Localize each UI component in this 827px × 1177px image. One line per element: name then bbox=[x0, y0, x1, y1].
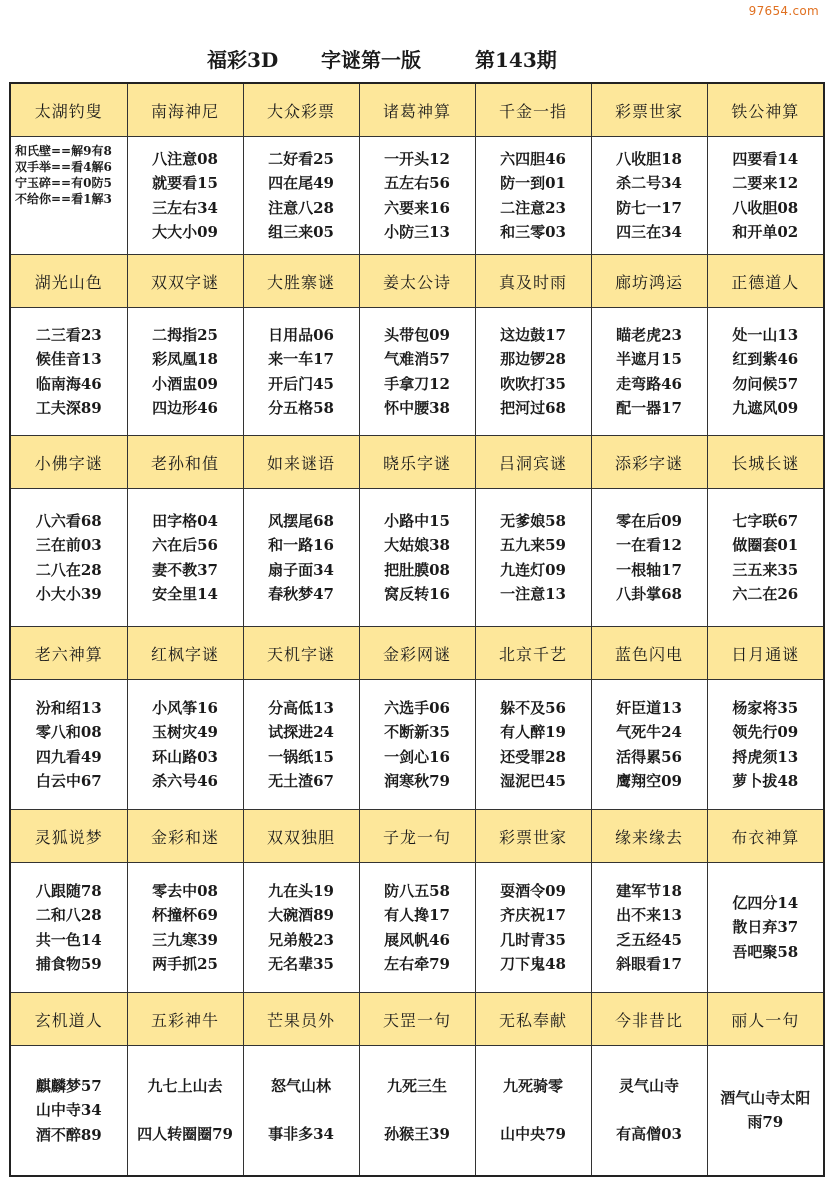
riddle-line: 候佳音13 bbox=[35, 350, 102, 368]
riddle-line: 零在后09 bbox=[616, 511, 682, 530]
riddle-line: 山中央79 bbox=[500, 1125, 566, 1144]
source-header: 双双独胆 bbox=[243, 810, 359, 863]
source-header: 真及时雨 bbox=[475, 255, 591, 308]
riddle-cell bbox=[243, 308, 359, 436]
riddle-line: 有人醉19 bbox=[500, 723, 566, 741]
riddle-cell bbox=[475, 137, 591, 255]
riddle-line: 和三零03 bbox=[500, 223, 566, 241]
riddle-cell bbox=[707, 489, 824, 627]
riddle-line: 手拿刀12 bbox=[384, 374, 450, 393]
riddle-line: 九七上山去 bbox=[147, 1076, 223, 1095]
riddle-line: 六在后56 bbox=[152, 536, 218, 554]
source-header: 灵狐说梦 bbox=[10, 810, 127, 863]
riddle-cell bbox=[359, 137, 475, 255]
source-header: 缘来缘去 bbox=[591, 810, 707, 863]
header-row bbox=[10, 255, 824, 308]
riddle-line: 风摆尾68 bbox=[268, 511, 334, 530]
source-header: 日月通谜 bbox=[707, 627, 824, 680]
riddle-cell bbox=[475, 863, 591, 993]
riddle-line: 杨家将35 bbox=[732, 698, 799, 717]
riddle-line: 几时青35 bbox=[500, 930, 566, 949]
source-header: 天罡一句 bbox=[359, 993, 475, 1046]
riddle-line: 吹吹打35 bbox=[500, 374, 566, 393]
source-header: 正德道人 bbox=[707, 255, 824, 308]
riddle-line: 六二在26 bbox=[732, 585, 799, 603]
site-watermark: 97654.com bbox=[748, 4, 819, 18]
riddle-line: 八收胆08 bbox=[732, 198, 799, 217]
riddle-line: 四九看49 bbox=[35, 747, 102, 766]
riddle-cell bbox=[359, 308, 475, 436]
riddle-line: 这边鼓17 bbox=[500, 325, 566, 344]
riddle-line: 无爹娘58 bbox=[500, 511, 566, 530]
riddle-line: 八六看68 bbox=[35, 511, 102, 530]
riddle-line: 小大小39 bbox=[35, 585, 102, 603]
riddle-line: 有人搀17 bbox=[384, 906, 450, 924]
riddle-line: 杀六号46 bbox=[152, 772, 218, 790]
riddle-line: 怀中腰38 bbox=[384, 399, 450, 417]
riddle-line: 活得累56 bbox=[616, 747, 682, 766]
riddle-line: 乏五经45 bbox=[616, 930, 682, 949]
riddle-line: 试探进24 bbox=[268, 723, 334, 741]
riddle-line: 灵气山寺 bbox=[618, 1076, 679, 1095]
riddle-cell bbox=[475, 489, 591, 627]
title-brand: 福彩3D bbox=[207, 48, 279, 72]
header-row bbox=[10, 436, 824, 489]
riddle-cell bbox=[359, 1046, 475, 1176]
riddle-line: 做圈套01 bbox=[732, 536, 799, 554]
riddle-cell bbox=[243, 489, 359, 627]
source-header: 丽人一句 bbox=[707, 993, 824, 1046]
riddle-line: 八注意08 bbox=[152, 149, 218, 168]
riddle-cell bbox=[127, 863, 243, 993]
source-header: 北京千艺 bbox=[475, 627, 591, 680]
riddle-line: 吾吧聚58 bbox=[732, 942, 799, 961]
riddle-line: 白云中67 bbox=[35, 772, 102, 790]
riddle-line: 和氏壁==解9有8 bbox=[15, 144, 112, 158]
riddle-line: 不断新35 bbox=[384, 723, 450, 741]
source-header: 老孙和值 bbox=[127, 436, 243, 489]
riddle-line: 耍酒令09 bbox=[500, 881, 566, 900]
source-header: 蓝色闪电 bbox=[591, 627, 707, 680]
riddle-line: 出不来13 bbox=[616, 906, 682, 924]
riddle-line: 八卦掌68 bbox=[616, 585, 682, 603]
riddle-line: 七字联67 bbox=[732, 511, 799, 530]
riddle-cell bbox=[243, 1046, 359, 1176]
riddle-line: 把河过68 bbox=[500, 399, 566, 417]
riddle-line: 四边形46 bbox=[152, 399, 218, 417]
riddle-cell bbox=[10, 1046, 127, 1176]
riddle-line: 九死骑零 bbox=[502, 1076, 563, 1095]
riddle-cell bbox=[591, 308, 707, 436]
riddle-line: 五左右56 bbox=[384, 174, 450, 192]
riddle-cell bbox=[475, 1046, 591, 1176]
riddle-line: 零去中08 bbox=[152, 881, 218, 900]
riddle-line: 四在尾49 bbox=[268, 174, 334, 192]
riddle-cell bbox=[359, 489, 475, 627]
riddle-line: 注意八28 bbox=[268, 198, 334, 217]
riddle-line: 二和八28 bbox=[35, 906, 102, 924]
source-header: 添彩字谜 bbox=[591, 436, 707, 489]
riddle-line: 红到紫46 bbox=[732, 350, 799, 368]
riddle-line: 宁玉碎==有0防5 bbox=[15, 176, 112, 190]
riddle-line: 走弯路46 bbox=[616, 374, 682, 393]
riddle-line: 兄弟般23 bbox=[268, 930, 334, 949]
riddle-cell bbox=[10, 308, 127, 436]
riddle-line: 躲不及56 bbox=[500, 698, 566, 717]
riddle-line: 酒气山寺太阳 bbox=[720, 1088, 811, 1107]
riddle-line: 分五格58 bbox=[268, 399, 334, 417]
riddle-line: 捕食物59 bbox=[35, 955, 102, 973]
riddle-line: 建军节18 bbox=[616, 881, 682, 900]
riddle-line: 彩凤凰18 bbox=[152, 350, 218, 368]
riddle-line: 杯撞杯69 bbox=[152, 906, 218, 924]
riddle-line: 还受罪28 bbox=[500, 747, 566, 766]
riddle-line: 那边锣28 bbox=[500, 350, 566, 368]
riddle-cell bbox=[707, 137, 824, 255]
riddle-line: 山中寺34 bbox=[35, 1101, 102, 1119]
riddle-line: 散日弃37 bbox=[732, 918, 799, 937]
riddle-cell bbox=[591, 489, 707, 627]
riddle-row bbox=[10, 680, 824, 810]
riddle-line: 来一车17 bbox=[268, 350, 334, 368]
riddle-line: 六要来16 bbox=[384, 198, 450, 217]
header-row bbox=[10, 810, 824, 863]
source-header: 千金一指 bbox=[475, 83, 591, 137]
riddle-line: 八收胆18 bbox=[616, 149, 682, 168]
riddle-line: 防七一17 bbox=[616, 198, 682, 217]
riddle-cell bbox=[127, 308, 243, 436]
riddle-line: 四三在34 bbox=[616, 223, 682, 241]
source-header: 诸葛神算 bbox=[359, 83, 475, 137]
riddle-line: 处一山13 bbox=[732, 325, 799, 344]
riddle-row bbox=[10, 308, 824, 436]
riddle-cell bbox=[591, 680, 707, 810]
riddle-cell bbox=[127, 137, 243, 255]
riddle-line: 捋虎须13 bbox=[732, 747, 799, 766]
source-header: 铁公神算 bbox=[707, 83, 824, 137]
source-header: 无私奉献 bbox=[475, 993, 591, 1046]
riddle-line: 三在前03 bbox=[35, 536, 102, 554]
riddle-row bbox=[10, 863, 824, 993]
riddle-line: 四人转圈圈79 bbox=[137, 1125, 233, 1144]
riddle-line: 二注意23 bbox=[500, 198, 566, 217]
riddle-cell bbox=[591, 137, 707, 255]
title-name: 字谜第一版 bbox=[321, 48, 421, 72]
riddle-line: 开后门45 bbox=[268, 374, 334, 393]
riddle-line: 环山路03 bbox=[152, 747, 218, 766]
riddle-line: 三五来35 bbox=[732, 560, 799, 579]
source-header: 老六神算 bbox=[10, 627, 127, 680]
source-header: 天机字谜 bbox=[243, 627, 359, 680]
riddle-line: 工夫深89 bbox=[35, 399, 102, 417]
riddle-line: 二三看23 bbox=[35, 325, 102, 344]
riddle-row bbox=[10, 137, 824, 255]
riddle-line: 扇子面34 bbox=[268, 560, 334, 579]
source-header: 双双字谜 bbox=[127, 255, 243, 308]
header-row bbox=[10, 83, 824, 137]
header-row bbox=[10, 993, 824, 1046]
riddle-cell bbox=[707, 863, 824, 993]
riddle-line: 小酒盅09 bbox=[152, 374, 218, 393]
riddle-line: 大碗酒89 bbox=[268, 906, 334, 924]
riddle-line: 组三来05 bbox=[268, 223, 334, 241]
riddle-line: 气难消57 bbox=[384, 350, 450, 368]
riddle-line: 领先行09 bbox=[732, 723, 799, 741]
riddle-line: 不给你==看1解3 bbox=[15, 192, 112, 206]
source-header: 五彩神牛 bbox=[127, 993, 243, 1046]
riddle-line: 八跟随78 bbox=[35, 881, 102, 900]
riddle-line: 雨79 bbox=[747, 1113, 784, 1132]
riddle-line: 春秋梦47 bbox=[268, 585, 334, 603]
riddle-cell bbox=[243, 137, 359, 255]
source-header: 今非昔比 bbox=[591, 993, 707, 1046]
riddle-line: 配一器17 bbox=[616, 399, 682, 417]
source-header: 玄机道人 bbox=[10, 993, 127, 1046]
riddle-line: 妻不教37 bbox=[152, 560, 218, 579]
riddle-line: 大大小09 bbox=[152, 223, 218, 241]
source-header: 姜太公诗 bbox=[359, 255, 475, 308]
riddle-cell bbox=[243, 863, 359, 993]
riddle-line: 四要看14 bbox=[732, 149, 799, 168]
riddle-cell bbox=[10, 863, 127, 993]
riddle-line: 左右牵79 bbox=[384, 955, 450, 973]
source-header: 子龙一句 bbox=[359, 810, 475, 863]
riddle-line: 零八和08 bbox=[35, 723, 102, 741]
riddle-cell bbox=[10, 137, 127, 255]
riddle-line: 二好看25 bbox=[268, 149, 334, 168]
riddle-line: 就要看15 bbox=[152, 174, 218, 192]
riddle-row bbox=[10, 489, 824, 627]
riddle-line: 亿四分14 bbox=[732, 893, 799, 912]
riddle-line: 和一路16 bbox=[268, 536, 334, 554]
riddle-line: 小防三13 bbox=[384, 223, 450, 241]
riddle-line: 二拇指25 bbox=[152, 325, 218, 344]
source-header: 彩票世家 bbox=[475, 810, 591, 863]
riddle-cell bbox=[359, 863, 475, 993]
riddle-row bbox=[10, 1046, 824, 1176]
riddle-line: 九死三生 bbox=[386, 1076, 447, 1095]
source-header: 金彩网谜 bbox=[359, 627, 475, 680]
riddle-cell bbox=[127, 489, 243, 627]
riddle-cell bbox=[591, 863, 707, 993]
riddle-cell bbox=[591, 1046, 707, 1176]
source-header: 金彩和迷 bbox=[127, 810, 243, 863]
riddle-line: 无土渣67 bbox=[268, 772, 334, 790]
riddle-cell bbox=[127, 680, 243, 810]
riddle-line: 一根轴17 bbox=[616, 560, 682, 579]
riddle-cell bbox=[10, 680, 127, 810]
riddle-line: 头带包09 bbox=[384, 325, 450, 344]
source-header: 芒果员外 bbox=[243, 993, 359, 1046]
riddle-line: 一剑心16 bbox=[384, 747, 450, 766]
source-header: 廊坊鸿运 bbox=[591, 255, 707, 308]
source-header: 长城长谜 bbox=[707, 436, 824, 489]
riddle-line: 九连灯09 bbox=[500, 560, 566, 579]
riddle-line: 窝反转16 bbox=[384, 585, 450, 603]
title-issue: 第143期 bbox=[475, 48, 557, 72]
header-row bbox=[10, 627, 824, 680]
riddle-cell bbox=[475, 308, 591, 436]
riddle-line: 玉树灾49 bbox=[152, 723, 218, 741]
riddle-cell bbox=[127, 1046, 243, 1176]
source-header: 晓乐字谜 bbox=[359, 436, 475, 489]
riddle-line: 事非多34 bbox=[268, 1125, 334, 1144]
source-header: 南海神尼 bbox=[127, 83, 243, 137]
riddle-line: 九遮风09 bbox=[732, 399, 799, 417]
riddle-line: 安全里14 bbox=[152, 585, 218, 603]
riddle-line: 二要来12 bbox=[732, 174, 799, 192]
riddle-line: 把肚膜08 bbox=[384, 560, 450, 579]
riddle-line: 小路中15 bbox=[384, 511, 450, 530]
riddle-line: 一锅纸15 bbox=[268, 747, 334, 766]
riddle-cell bbox=[707, 680, 824, 810]
riddle-line: 小风筝16 bbox=[152, 698, 218, 717]
riddle-line: 杀二号34 bbox=[616, 174, 682, 192]
riddle-line: 二八在28 bbox=[35, 560, 102, 579]
riddle-cell bbox=[10, 489, 127, 627]
riddle-line: 刀下鬼48 bbox=[500, 955, 566, 973]
riddle-line: 怒气山林 bbox=[270, 1076, 331, 1095]
riddle-line: 日用品06 bbox=[268, 325, 334, 344]
riddle-line: 一注意13 bbox=[500, 585, 566, 603]
riddle-line: 湿泥巴45 bbox=[500, 772, 566, 790]
riddle-line: 瞄老虎23 bbox=[616, 325, 682, 344]
riddle-cell bbox=[243, 680, 359, 810]
riddle-line: 防一到01 bbox=[500, 174, 566, 192]
riddle-line: 分高低13 bbox=[268, 698, 334, 717]
riddle-line: 三左右34 bbox=[152, 198, 218, 217]
riddle-cell bbox=[475, 680, 591, 810]
riddle-line: 六四胆46 bbox=[500, 149, 566, 168]
riddle-line: 孙猴王39 bbox=[384, 1125, 450, 1144]
riddle-line: 勿问候57 bbox=[732, 374, 799, 393]
riddle-line: 田字格04 bbox=[152, 511, 218, 530]
riddle-line: 一开头12 bbox=[384, 149, 450, 168]
riddle-line: 无名辈35 bbox=[268, 955, 334, 973]
riddle-line: 九在头19 bbox=[268, 881, 334, 900]
riddle-line: 斜眼看17 bbox=[616, 955, 682, 973]
riddle-line: 双手举==看4解6 bbox=[15, 160, 112, 174]
riddle-line: 大姑娘38 bbox=[384, 536, 450, 554]
riddle-line: 五九来59 bbox=[500, 536, 566, 554]
riddle-line: 鹰翔空09 bbox=[616, 772, 682, 790]
riddle-cell bbox=[707, 308, 824, 436]
source-header: 吕洞宾谜 bbox=[475, 436, 591, 489]
riddle-line: 齐庆祝17 bbox=[500, 906, 566, 924]
riddle-line: 麒麟梦57 bbox=[35, 1076, 102, 1095]
riddle-line: 六选手06 bbox=[384, 698, 450, 717]
riddle-line: 防八五58 bbox=[384, 881, 450, 900]
riddle-line: 汾和绍13 bbox=[35, 698, 102, 717]
riddle-line: 酒不醉89 bbox=[35, 1125, 102, 1144]
source-header: 如来谜语 bbox=[243, 436, 359, 489]
riddle-line: 半遮月15 bbox=[616, 350, 682, 368]
source-header: 湖光山色 bbox=[10, 255, 127, 308]
source-header: 彩票世家 bbox=[591, 83, 707, 137]
source-header: 布衣神算 bbox=[707, 810, 824, 863]
riddle-line: 一在看12 bbox=[616, 536, 682, 554]
riddle-line: 和开单02 bbox=[732, 223, 799, 241]
riddle-cell bbox=[707, 1046, 824, 1176]
riddle-table bbox=[9, 82, 825, 1177]
riddle-line: 奸臣道13 bbox=[616, 698, 682, 717]
source-header: 小佛字谜 bbox=[10, 436, 127, 489]
source-header: 红枫字谜 bbox=[127, 627, 243, 680]
source-header: 大众彩票 bbox=[243, 83, 359, 137]
riddle-line: 气死牛24 bbox=[616, 723, 682, 741]
source-header: 大胜寨谜 bbox=[243, 255, 359, 308]
riddle-line: 有高僧03 bbox=[616, 1125, 682, 1144]
riddle-line: 萝卜拔48 bbox=[732, 772, 799, 790]
source-header: 太湖钓叟 bbox=[10, 83, 127, 137]
riddle-line: 展风帆46 bbox=[384, 930, 450, 949]
riddle-line: 共一色14 bbox=[35, 930, 102, 949]
riddle-line: 三九寒39 bbox=[152, 930, 218, 949]
riddle-line: 润寒秋79 bbox=[384, 772, 450, 790]
riddle-line: 两手抓25 bbox=[152, 955, 218, 973]
riddle-cell bbox=[359, 680, 475, 810]
riddle-line: 临南海46 bbox=[35, 374, 102, 393]
